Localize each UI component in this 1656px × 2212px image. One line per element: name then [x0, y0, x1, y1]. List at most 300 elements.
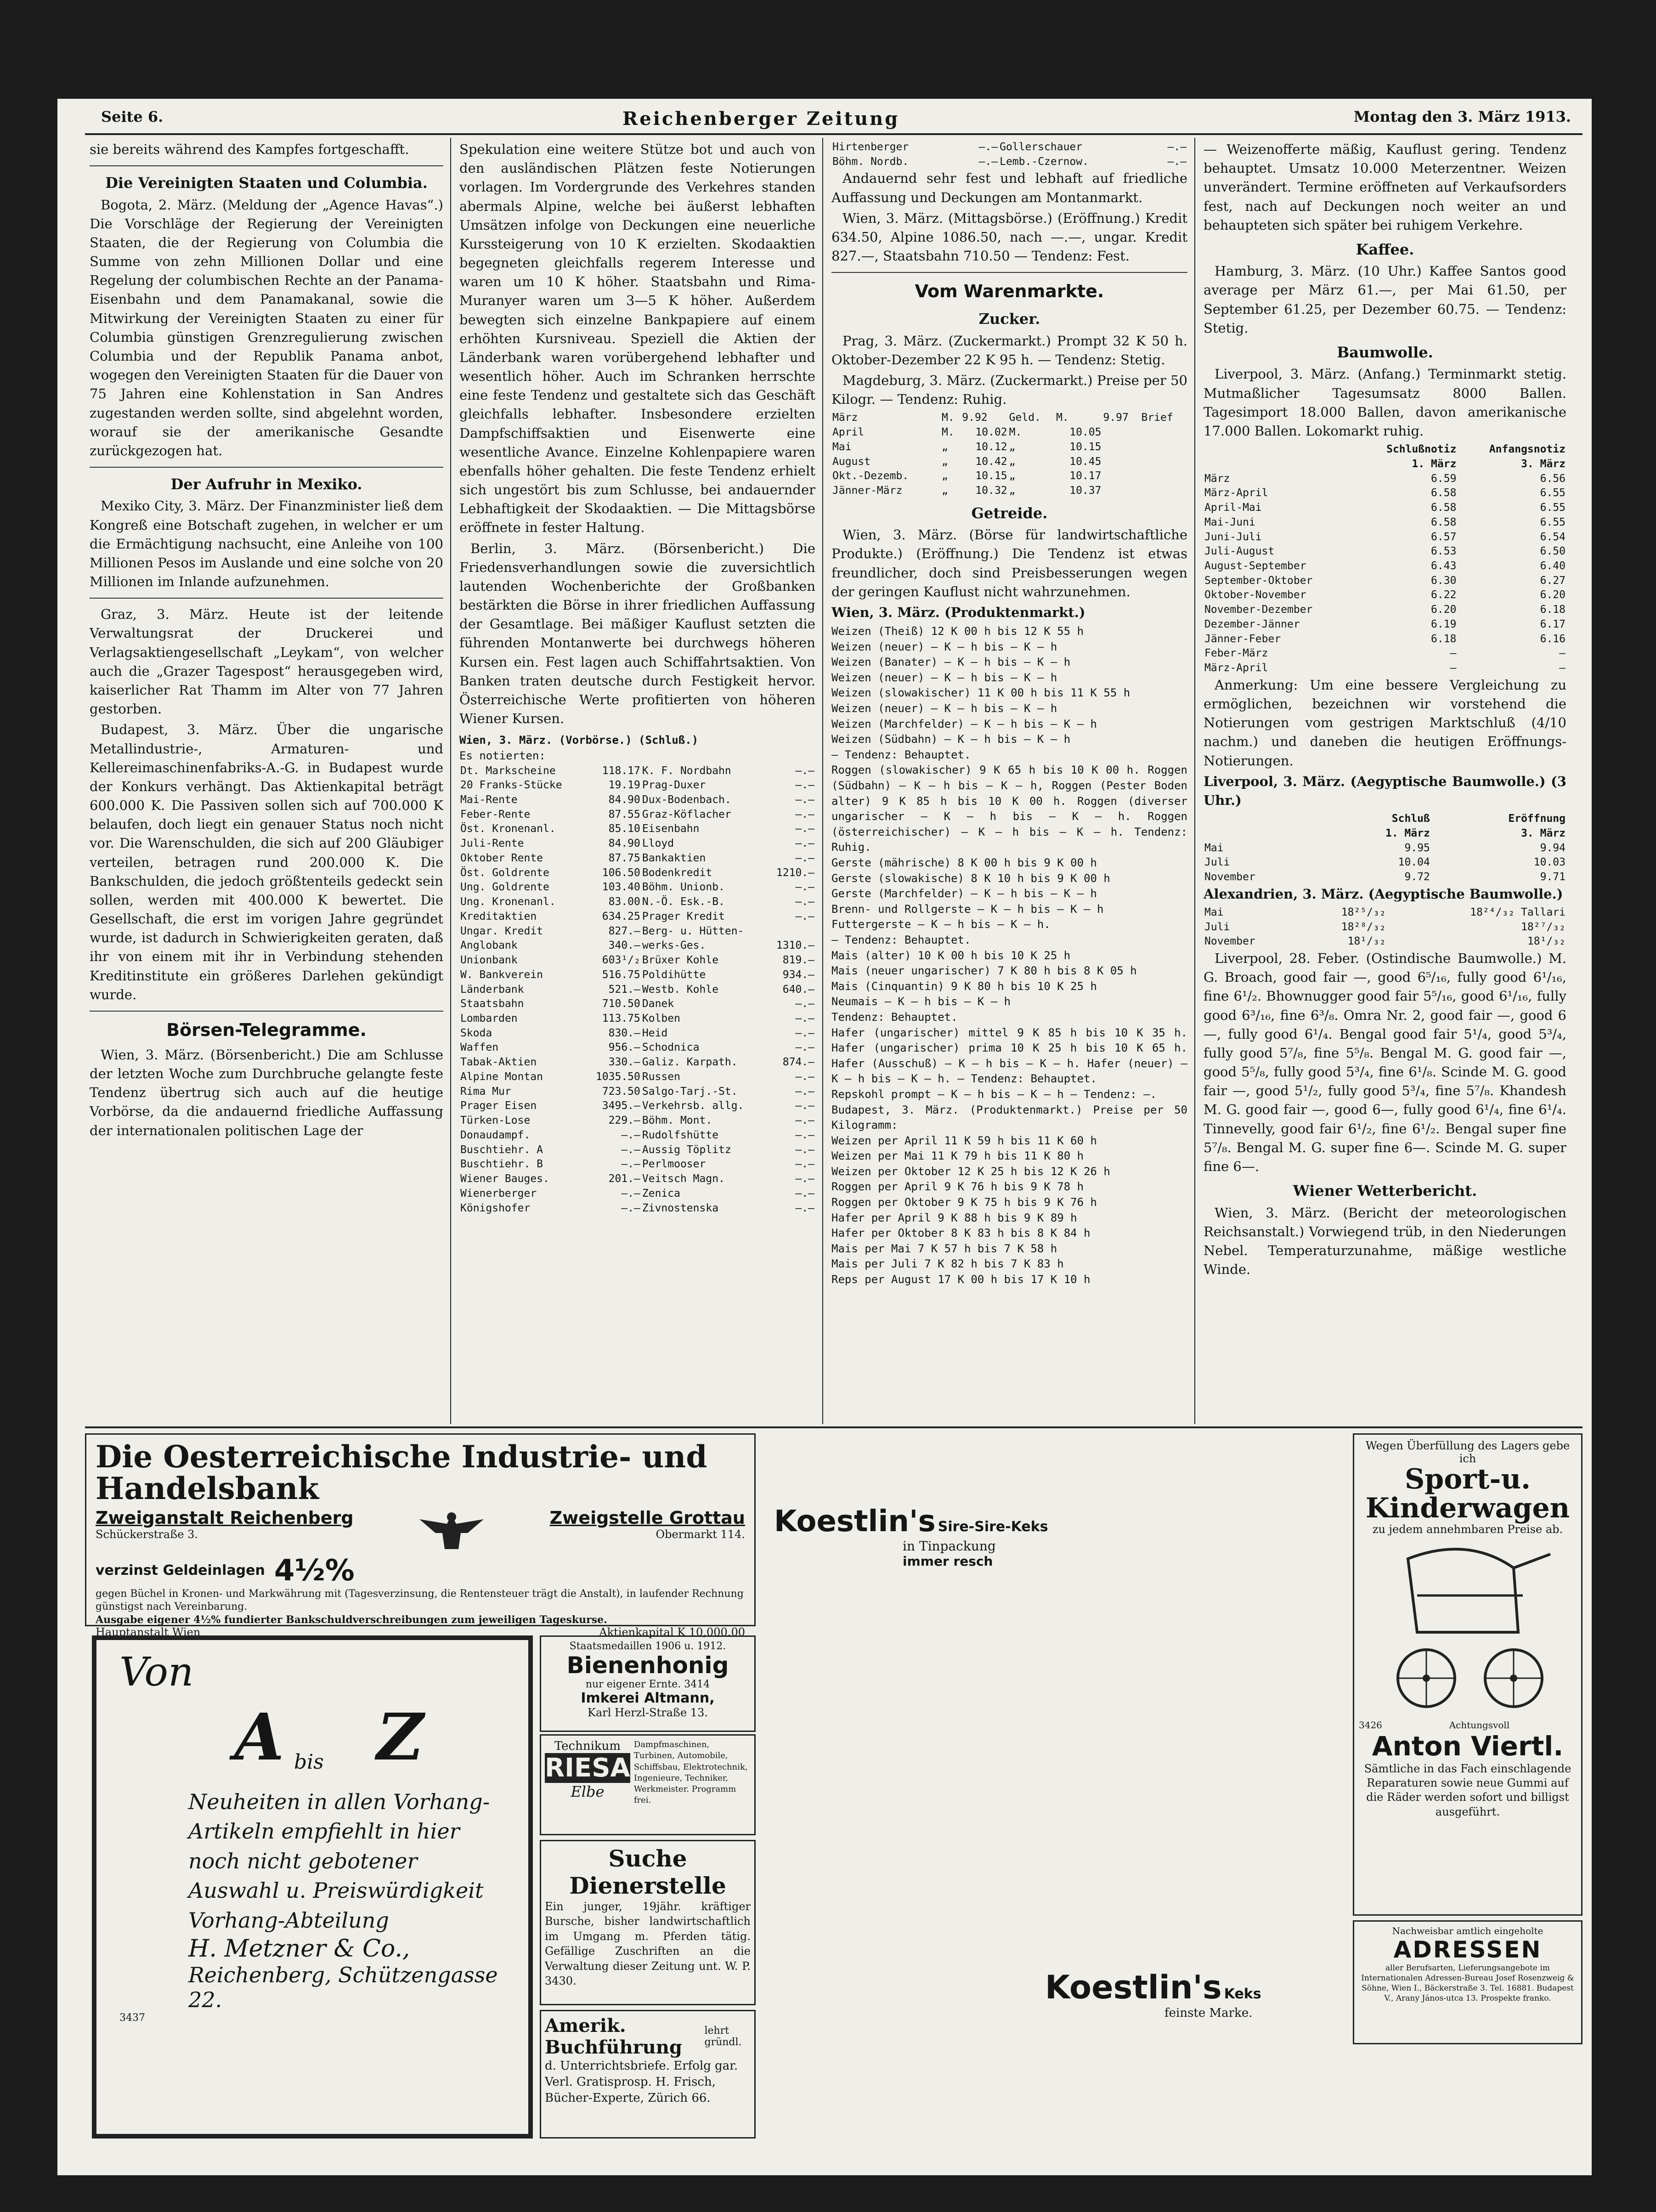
table-cell: 6.40 [1540, 560, 1566, 572]
article-text: Liverpool, 3. März. (Anfang.) Terminmarkt stetig. Mutmaßlicher Tagesumsatz 8000 Ballen. Tagesimport 18.000 Ballen, davon amerikanische 17.000 Ballen. Lokomarkt ruhig. [1204, 366, 1566, 439]
table-cell: —.— [795, 1041, 814, 1054]
table-cell: August-September [1204, 560, 1306, 572]
table-row [1204, 905, 1566, 920]
table-row [1204, 841, 1566, 856]
sugar-prices-table [831, 411, 1187, 498]
table-cell: 10.03 [1533, 856, 1566, 869]
table-cell: Brief [1141, 412, 1173, 424]
subsection-headline: Getreide. [971, 504, 1048, 522]
table-row [1204, 646, 1566, 661]
ad-text: Achtungsvoll [1449, 1720, 1510, 1731]
section-headline: Börsen-Telegramme. [166, 1019, 367, 1040]
newspaper-title: Reichenberger Zeitung [622, 108, 900, 130]
table-row [459, 939, 815, 953]
table-cell: Bankaktien [642, 852, 706, 864]
ad-text: Sämtliche in das Fach einschlagende Reparaturen sowie neue Gummi auf die Räder werden sofort und billigst ausgeführt. [1364, 1762, 1571, 1818]
table-cell: —.— [795, 837, 814, 850]
table-cell: 521.— [608, 983, 640, 996]
table-cell: Geld. [1009, 412, 1041, 424]
separator [831, 272, 1187, 273]
table-header-cell: 1. März [1385, 827, 1430, 839]
column-1 [90, 140, 443, 1142]
table-cell: —.— [795, 852, 814, 864]
table-header-row [1204, 457, 1566, 472]
separator [90, 1011, 443, 1012]
table-row [459, 764, 815, 779]
ads-rule [85, 1426, 1583, 1428]
table-cell: Türken-Lose [460, 1114, 531, 1127]
ad-text: aller Berufsarten, Lieferungsangebote im Internationalen Adressen-Bureau Josef Rosenzweig & Söhne, Wien I., Bäckerstraße 3. Tel. 16881. Budapest V., Arany János-utca 13. Prospekte franko. [1361, 1963, 1574, 2003]
table-cell: —.— [795, 896, 814, 908]
table-header-cell [1204, 442, 1357, 457]
article-text: Wien, 3. März. (Mittagsbörse.) (Eröffnung.) Kredit 634.50, Alpine 1086.50, nach —.—, ungar. Kredit 827.—, Staatsbahn 710.50 — Tendenz: Fest. [831, 210, 1187, 264]
table-cell: 6.43 [1431, 560, 1457, 572]
table-cell: Mai [1204, 842, 1224, 854]
table-cell: Wienerberger [460, 1187, 537, 1199]
article-headline: Der Aufruhr in Mexiko. [170, 475, 362, 493]
stock-quotes-continued [831, 140, 1187, 169]
article-text: Spekulation eine weitere Stütze bot und auch von den ausländischen Plätzen feste Notierungen vorlagen. Im Vordergrunde des Verkehres standen abermals Alpine, welche bei äußerst lebhaften Umsätzen infolge von Deckungen eine neuerliche Kurssteigerung von 10 K erzielten. Skodaaktien begegneten gleichfalls regerem Interesse und waren um 10 K höher. Staatsbahn und Rima-Muranyer waren um 3—5 K höher. Außerdem bewegten sich einzelne Bankpapiere auf einem erhöhten Kursniveau. Speziell die Aktien der Länderbank waren vorübergehend lebhafter und wesentlich höher. Auch im Schranken herrschte eine feste Tendenz und gestaltete sich das Geschäft gleichfalls lebhafter. Insbesondere erzielten Dampfschiffsaktien und Eisenwerte eine wesentliche Avance. Einzelne Kohlenpapiere waren ebenfalls höher gehalten. Die feste Tendenz erhielt sich ungestört bis zum Schlusse, bei andauernder Lebhaftigkeit der Skodaaktien. — Die Mittagsbörse eröffnete in fester Haltung. [459, 141, 815, 536]
list-item: Weizen (neuer) — K — h bis — K — h [831, 702, 1057, 715]
table-row [459, 778, 815, 793]
ad-number: 3414 [684, 1679, 710, 1690]
table-cell: —.— [795, 793, 814, 806]
table-row [459, 1055, 815, 1070]
subsection-headline: Kaffee. [1356, 240, 1414, 258]
list-item: — Tendenz: Behauptet. [831, 748, 971, 761]
table-cell: Alpine Montan [460, 1070, 543, 1083]
table-cell: Juni-Juli [1204, 531, 1262, 543]
list-item: Mais per Mai 7 K 57 h bis 7 K 58 h [831, 1242, 1057, 1255]
table-row [459, 1114, 815, 1128]
table-cell: Dux-Bodenbach. [642, 793, 731, 806]
table-cell: 6.20 [1431, 604, 1457, 616]
table-cell: 6.58 [1431, 516, 1457, 528]
table-row [1204, 661, 1566, 676]
ad-branch-address: Schückerstraße 3. [96, 1527, 198, 1541]
article-text: Anmerkung: Um eine bessere Vergleichung zu ermöglichen, bezeichnen wir vorstehend die Notierungen vom gestrigen Marktschluß (4/10 nachm.) und daneben die heutigen Eröffnungs-Notierungen. [1204, 677, 1566, 769]
table-cell: März-April [1204, 662, 1268, 674]
ad-address: Reichenberg, Schützengasse 22. [188, 1962, 498, 2012]
article-headline: Die Vereinigten Staaten und Columbia. [105, 174, 428, 192]
article-text: Wien, 3. März. (Börse für landwirtschaftliche Produkte.) (Eröffnung.) Die Tendenz ist etwas freundlicher, doch sind Preisbesserungen wegen der geringen Kauflust nicht wahrzunehmen. [831, 527, 1187, 600]
table-cell: —.— [795, 1027, 814, 1039]
article-text: Magdeburg, 3. März. (Zuckermarkt.) Preise per 50 Kilogr. — Tendenz: Ruhig. [831, 373, 1187, 407]
table-cell: November [1204, 871, 1255, 883]
list-item: Mais (Cinquantin) 9 K 80 h bis 10 K 25 h [831, 979, 1097, 993]
table-cell: Dt. Markscheine [460, 764, 556, 777]
article-text: Graz, 3. März. Heute ist der leitende Verwaltungsrat der Druckerei und Verlagsaktiengesellschaft „Leykam“, von welcher auch die „Grazer Tagespost“ herausgegeben wird, kaiserlicher Rat Thamm im Alter von 77 Jahren gestorben. [90, 606, 443, 717]
table-row [459, 866, 815, 881]
table-cell: Ung. Goldrente [460, 881, 549, 894]
table-cell: —.— [795, 808, 814, 820]
ad-title: ADRESSEN [1393, 1936, 1542, 1963]
table-row [1204, 472, 1566, 487]
list-item: Weizen (neuer) — K — h bis — K — h [831, 671, 1057, 684]
table-cell: —.— [1167, 155, 1187, 168]
table-cell: Aussig Töplitz [642, 1143, 731, 1156]
table-cell: Buschtiehr. B [460, 1158, 543, 1171]
column-divider-1 [450, 138, 451, 1424]
ad-name: Anton Viertl. [1372, 1731, 1564, 1762]
table-cell: 6.57 [1431, 531, 1457, 543]
list-item: Hafer per April 9 K 88 h bis 9 K 89 h [831, 1211, 1077, 1224]
table-cell: Zivnostenska [642, 1202, 719, 1214]
table-cell: —.— [795, 764, 814, 777]
table-row [1204, 544, 1566, 559]
table-header-cell: 1. März [1412, 458, 1457, 470]
table-cell: Böhm. Unionb. [642, 881, 725, 894]
table-row [459, 1201, 815, 1216]
header-rule [85, 133, 1583, 135]
table-cell: Prager Kredit [642, 910, 725, 922]
table-cell: Lombarden [460, 1013, 518, 1024]
table-cell: —.— [795, 1070, 814, 1083]
list-item: — Tendenz: Behauptet. [831, 933, 971, 946]
ad-text: Nachweisbar amtlich eingeholte [1392, 1925, 1543, 1936]
article-text: Budapest, 3. März. Über die ungarische Metallindustrie-, Armaturen- und Kellereimaschinenfabriks-A.-G. in Budapest wurde der Konkurs verhängt. Das Aktienkapital beträgt 600.000 K. Die Passiven sollen sich auf 700.000 K belaufen, doch liegt ein genauer Status noch nicht vor. Die Warenschulden, die sich auf 200 Gläubiger verteilen, betragen rund 200.000 K. Die Bankschulden, die jedoch größtenteils gedeckt sein sollen, werden mit 400.000 K bewertet. Die Gesellschaft, die erst im vorigen Jahre gegründet wurde, ist dadurch in Schwierigkeiten geraten, daß ihr von einem mit ihr in Verbindung stehenden Kreditinstitute ein größeres Darlehen gekündigt wurde. [90, 722, 443, 1002]
table-cell: Staatsbahn [460, 998, 524, 1010]
ad-text: lehrt gründl. [704, 2025, 742, 2048]
table-cell: —.— [795, 1013, 814, 1024]
ad-text: in Tinpackung [903, 1539, 996, 1554]
table-header-cell [1204, 812, 1324, 826]
table-cell: 9.94 [1540, 842, 1566, 854]
separator [90, 165, 443, 166]
article-text: — Weizenofferte mäßig, Kauflust gering. Tendenz behauptet. Umsatz 10.000 Meterzentner. Weizen unverändert. Termine eröffneten auf Verkaufsorders fest, nach auf Deckungen noch weiter an und behaupteten sich später bei ruhigem Verkehre. [1204, 141, 1566, 233]
article-text: Berlin, 3. März. (Börsenbericht.) Die Friedensverhandlungen sowie die zuversichtlich lautenden Wochenberichte der Großbanken bestärkten die Börse in ihrer friedlichen Auffassung der Gesamtlage. Bei mäßiger Kauflust setzten die führenden Montanwerte bei durchwegs höheren Kursen ein. Fest lagen auch Schiffahrtsaktien. Von Banken traten deutsche durch Festigkeit hervor. Österreichische Werte profitierten von höheren Wiener Kursen. [459, 540, 815, 727]
table-row [459, 1012, 815, 1026]
table-cell: Schodnica [642, 1041, 700, 1054]
table-cell: 10.15 [1069, 441, 1102, 453]
ad-text: immer resch [903, 1554, 993, 1569]
table-cell: 6.16 [1540, 633, 1566, 645]
table-cell: 18²⁸/₃₂ [1341, 921, 1386, 933]
list-item: Mais (alter) 10 K 00 h bis 10 K 25 h [831, 949, 1071, 962]
table-cell: 6.55 [1540, 487, 1566, 499]
table-row [1204, 486, 1566, 501]
article-text: Bogota, 2. März. (Meldung der „Agence Havas“.) Die Vorschläge der Regierung der Vereinigten Staaten, die der Regierung von Columbia die Summe von zehn Millionen Dollar und eine Regelung der columbischen Rechte an der Panama-Eisenbahn und dem Panamakanal, sowie die Mitwirkung der Vereinigten Staaten zu einer für Columbia günstigen Grenzregulierung zwischen Columbia und der Republik Panama anbot, wogegen den Vereinigten Staaten für die Dauer von 75 Jahren eine Kohlenstation in San Andres zugestanden werden sollte, sind abgelehnt worden, worauf sie der amerikanische Gesandte zurückgezogen hat. [90, 197, 443, 458]
list-item: Gerste (Marchfelder) — K — h bis — K — h [831, 887, 1097, 900]
newspaper-page [57, 99, 1592, 2175]
bank-advertisement [85, 1433, 756, 1639]
list-item: Roggen per April 9 K 76 h bis 9 K 78 h [831, 1180, 1084, 1194]
table-row [459, 895, 815, 910]
table-cell: —.— [795, 1202, 814, 1214]
table-row [1204, 501, 1566, 515]
table-cell: 10.17 [1069, 470, 1102, 482]
table-row [459, 968, 815, 983]
table-header-cell [1204, 826, 1324, 841]
table-cell: 6.18 [1431, 633, 1457, 645]
table-cell: 516.75 [602, 968, 640, 981]
table-cell: Veitsch Magn. [642, 1173, 725, 1185]
table-row [1204, 530, 1566, 545]
table-cell: 6.59 [1431, 472, 1457, 485]
table-cell: 6.27 [1540, 574, 1566, 587]
table-row [1204, 574, 1566, 588]
table-cell: Verkehrsb. allg. [642, 1100, 744, 1112]
column-divider-3 [1194, 138, 1195, 1424]
table-cell: 113.75 [602, 1013, 640, 1024]
koestlin-advertisement-2 [1045, 1969, 1367, 2020]
table-header-row [1204, 826, 1566, 841]
table-cell: Waffen [460, 1041, 499, 1054]
table-cell: 603¹/₂ [602, 954, 640, 967]
table-row [1204, 603, 1566, 617]
table-cell: 6.20 [1540, 589, 1566, 601]
table-cell: 874.— [782, 1056, 814, 1069]
list-item: Gerste (slowakische) 8 K 10 h bis 9 K 00 h [831, 871, 1110, 885]
table-cell: 18²⁵/₃₂ [1341, 906, 1386, 918]
diener-advertisement [540, 1840, 756, 2005]
table-cell: 201.— [608, 1173, 640, 1185]
ad-bis: bis [294, 1750, 324, 1774]
article-text: Wien, 3. März. (Produktenmarkt.) [831, 604, 1085, 620]
table-cell: werks-Ges. [642, 939, 706, 952]
ad-title: Koestlin's [1045, 1969, 1222, 2006]
table-cell: —.— [795, 1173, 814, 1185]
table-row [459, 1026, 815, 1041]
ad-branch-address: Obermarkt 114. [656, 1527, 745, 1541]
table-row [459, 851, 815, 866]
list-item: Hafer (ungarischer) mittel 9 K 85 h bis 10 K 35 h. Hafer (ungarischer) prima 10 K 25 h bis 10 K 65 h. Hafer (Ausschuß) — K — h bis — K — h. Hafer (neuer) — K — h bis — K — h. — Tendenz: Behauptet. [831, 1026, 1187, 1086]
ad-text: zu jedem annehmbaren Preise ab. [1372, 1523, 1563, 1536]
ad-text: d. Unterrichtsbriefe. Erfolg gar. Verl. Gratisprosp. H. Frisch, Bücher-Experte, Zürich 66. [545, 2059, 738, 2105]
ad-text: Wegen Überfüllung des Lagers gebe ich [1365, 1439, 1570, 1465]
table-cell: 106.50 [602, 866, 640, 879]
table-row [459, 793, 815, 808]
table-cell: Galiz. Karpath. [642, 1056, 738, 1069]
table-cell: —.— [978, 141, 998, 153]
ad-text: Neuheiten in allen Vorhang-Artikeln empfiehlt in hier noch nicht gebotener Auswahl u. Preiswürdigkeit Vorhang-Abteilung [188, 1789, 490, 1933]
article-text: Liverpool, 28. Feber. (Ostindische Baumwolle.) M. G. Broach, good fair —, good 6⁵/₁₆, fully good 6¹/₁₆, fine 6¹/₂. Bhownugger good fair 5⁵/₁₆, good 6¹/₁₆, fully good 6³/₁₆, fine 6³/₈. Omra Nr. 2, good fair —, good 6—, fully good 6¹/₄. Bengal good fair 5¹/₄, good 5³/₄, fully good 5⁷/₈, fine 5⁵/₈. Bengal M. G. good fair —, good 5⁵/₈, fully good 5³/₄, fine 6¹/₈. Scinde M. G. good fair —, good 5¹/₂, fully good 5³/₄, fine 5⁷/₈. Khandesh M. G. good fair —, good 6—, fully good 6¹/₄, fine 6¹/₄. Tinnevelly, good fair 6¹/₂, fine 6¹/₂. Bengal super fine 5⁷/₈. Bengal M. G. super fine 6—. Scinde M. G. super fine 6—. [1204, 950, 1566, 1174]
table-cell: „ [1009, 470, 1016, 482]
ad-title: Die Oesterreichische Industrie- und Handelsbank [96, 1439, 707, 1507]
table-cell: März [1204, 472, 1230, 485]
table-cell: August [832, 455, 871, 468]
table-row [831, 469, 1187, 484]
table-cell: 830.— [608, 1027, 640, 1039]
table-cell: „ [1009, 485, 1016, 497]
koestlin-advertisement-1 [774, 1505, 1187, 1569]
table-header-cell: 3. März [1521, 827, 1566, 839]
table-cell: 10.12 [975, 441, 1007, 453]
table-cell: Zenica [642, 1187, 680, 1199]
table-cell: 10.45 [1069, 455, 1102, 468]
ad-letter-a: A [234, 1700, 284, 1775]
list-item: Mais (neuer ungarischer) 7 K 80 h bis 8 K 05 h [831, 964, 1137, 978]
list-item: Brenn- und Rollgerste — K — h bis — K — h [831, 902, 1104, 916]
ad-text: nur eigener Ernte. [585, 1679, 681, 1690]
table-cell: Dezember-Jänner [1204, 618, 1300, 630]
table-cell: 6.18 [1540, 604, 1566, 616]
table-cell: April-Mai [1204, 502, 1262, 514]
ad-text: Hauptanstalt Wien [96, 1625, 201, 1639]
ad-subtitle: Sire-Sire-Keks [938, 1519, 1048, 1535]
table-cell: 710.50 [602, 998, 640, 1010]
table-row [459, 808, 815, 822]
table-cell: 634.25 [602, 910, 640, 922]
list-item: Repskohl prompt — K — h bis — K — h — Tendenz: —. [831, 1087, 1157, 1101]
table-cell: 6.54 [1540, 531, 1566, 543]
table-subheading: Es notierten: [459, 749, 546, 762]
table-cell: 934.— [782, 968, 814, 981]
table-cell: Kreditaktien [460, 910, 537, 922]
table-cell [767, 924, 815, 939]
table-cell: 9.92 [962, 412, 988, 424]
table-cell: 6.58 [1431, 487, 1457, 499]
table-cell: 84.90 [608, 837, 640, 850]
table-cell: Mai [832, 441, 852, 453]
table-row [831, 425, 1187, 440]
ad-text: Ausgabe eigener 4½% fundierter Bankschuldverschreibungen zum jeweiligen Tageskurse. [96, 1613, 607, 1626]
stock-quotes-table [459, 764, 815, 1216]
table-row [831, 484, 1187, 498]
ad-letter-z: Z [377, 1700, 424, 1775]
table-row [459, 837, 815, 851]
table-cell: —.— [795, 779, 814, 792]
table-row [1204, 870, 1566, 885]
honey-advertisement [540, 1635, 756, 1732]
list-item: Budapest, 3. März. (Produktenmarkt.) Preise per 50 Kilogramm: [831, 1103, 1187, 1132]
table-cell: 1310.— [776, 939, 814, 952]
table-cell: Rima Mur [460, 1085, 511, 1098]
article-text: Prag, 3. März. (Zuckermarkt.) Prompt 32 K 50 h. Oktober-Dezember 22 K 95 h. — Tendenz: Stetig. [831, 333, 1187, 368]
table-cell: Danek [642, 998, 674, 1010]
ad-title: Koestlin's [774, 1505, 936, 1539]
table-cell: — [1450, 662, 1457, 674]
table-row [459, 983, 815, 997]
section-headline: Vom Warenmarkte. [915, 281, 1104, 302]
article-text: Liverpool, 3. März. (Aegyptische Baumwolle.) (3 Uhr.) [1204, 773, 1566, 808]
ad-von: Von [119, 1649, 194, 1695]
table-cell: Böhm. Mont. [642, 1114, 712, 1127]
table-cell: 10.42 [975, 455, 1007, 468]
table-cell: 819.— [782, 954, 814, 967]
ad-branch: Zweigstelle Grottau [549, 1507, 745, 1528]
table-cell: Donaudampf. [460, 1129, 531, 1141]
table-cell: Rudolfshütte [642, 1129, 719, 1141]
table-cell: 6.30 [1431, 574, 1457, 587]
table-cell: Jänner-März [832, 485, 903, 497]
table-cell: 19.19 [608, 779, 640, 792]
table-cell: 6.55 [1540, 502, 1566, 514]
table-cell: Königshofer [460, 1202, 531, 1214]
table-cell: Okt.-Dezemb. [832, 470, 909, 482]
table-cell: — [1450, 647, 1457, 660]
article-text: Wien, 3. März. (Bericht der meteorologischen Reichsanstalt.) Vorwiegend trüb, in den Niederungen Nebel. Temperaturzunahme, mäßige westliche Winde. [1204, 1205, 1566, 1278]
issue-date: Montag den 3. März 1913. [1353, 108, 1571, 125]
table-cell: —.— [978, 155, 998, 168]
table-cell: Heid [642, 1027, 668, 1039]
ad-branch: Zweiganstalt Reichenberg [96, 1507, 354, 1528]
table-cell: —.— [795, 823, 814, 835]
table-row [459, 1085, 815, 1099]
table-cell: Perlmooser [642, 1158, 706, 1171]
table-row [1204, 588, 1566, 603]
ad-text: Staatsmedaillen 1906 u. 1912. [569, 1641, 726, 1652]
table-cell: 6.55 [1540, 516, 1566, 528]
table-row [1204, 920, 1566, 935]
table-header-row [1204, 442, 1566, 457]
table-cell: M. [941, 412, 955, 424]
table-cell: Öst. Goldrente [460, 866, 549, 879]
table-cell: Öst. Kronenanl. [460, 823, 556, 835]
table-cell: Juli-Rente [460, 837, 524, 850]
table-cell: —.— [795, 1085, 814, 1098]
list-item: Weizen (slowakischer) 11 K 00 h bis 11 K 55 h [831, 686, 1130, 700]
table-cell: „ [941, 455, 948, 468]
table-cell: 1035.50 [595, 1070, 640, 1083]
ad-title: Bienenhonig [566, 1652, 729, 1679]
table-cell: 84.90 [608, 793, 640, 806]
table-cell: Graz-Köflacher [642, 808, 731, 820]
table-cell: —.— [795, 998, 814, 1010]
table-cell: —.— [621, 1158, 640, 1171]
list-item: Roggen (slowakischer) 9 K 65 h bis 10 K 00 h. Roggen (Südbahn) — K — h bis — K — h, Roggen (Pester Boden alter) 9 K 85 h bis 10 K 00 h. Roggen (diverser ungarischer — K — h bis — K — h. Roggen (österreichischer) — K — h bis — K — h. Tendenz: Ruhig. [831, 764, 1187, 854]
column-2 [459, 140, 815, 1216]
table-row [1204, 515, 1566, 530]
table-cell: 83.00 [608, 896, 640, 908]
table-cell: Anglobank [460, 939, 518, 952]
table-cell: 85.10 [608, 823, 640, 835]
table-cell: Tabak-Aktien [460, 1056, 537, 1069]
ad-title: Sport-u. Kinderwagen [1365, 1463, 1570, 1524]
table-cell: 6.17 [1540, 618, 1566, 630]
table-cell: 9.71 [1540, 871, 1566, 883]
subsection-headline: Zucker. [978, 310, 1040, 328]
table-header-cell [1204, 457, 1357, 472]
table-cell: 6.50 [1540, 545, 1566, 558]
eagle-emblem-icon [417, 1508, 486, 1554]
table-row [459, 880, 815, 895]
continuation-text: sie bereits während des Kampfes fortgeschafft. [90, 141, 409, 157]
table-cell: Ungar. Kredit [460, 925, 543, 937]
ad-number: 3437 [119, 2012, 145, 2024]
ad-text: Elbe [571, 1783, 605, 1800]
table-cell: Hirtenberger [832, 141, 909, 153]
table-cell: —.— [1167, 141, 1187, 153]
table-cell: 10.02 [975, 426, 1007, 439]
list-item: Reps per August 17 K 00 h bis 17 K 10 h [831, 1273, 1091, 1286]
separator [90, 467, 443, 468]
table-row [459, 1041, 815, 1055]
table-cell: Poldihütte [642, 968, 706, 981]
ad-text: Aktienkapital K 10,000.00 [599, 1625, 745, 1639]
list-item: Weizen (neuer) — K — h bis — K — h [831, 640, 1057, 653]
table-row [831, 440, 1187, 455]
table-row [459, 822, 815, 837]
table-cell: „ [941, 485, 948, 497]
list-item: Weizen per April 11 K 59 h bis 11 K 60 h [831, 1134, 1097, 1147]
table-cell: „ [1009, 441, 1016, 453]
table-cell: Oktober Rente [460, 852, 543, 864]
ad-title: RIESA [545, 1753, 630, 1783]
table-cell: —.— [795, 1100, 814, 1112]
table-cell: Lemb.-Czernow. [1000, 155, 1089, 168]
table-cell: 1210.— [776, 866, 814, 879]
article-text: Hamburg, 3. März. (10 Uhr.) Kaffee Santos good average per März 61.—, per Mai 61.50, per September 61.25, per Dezember 60.75. — Tendenz: Stetig. [1204, 263, 1566, 336]
table-cell: Böhm. Nordb. [832, 155, 909, 168]
subsection-headline: Wiener Wetterbericht. [1293, 1182, 1477, 1200]
table-cell: 229.— [608, 1114, 640, 1127]
table-cell: —.— [621, 1202, 640, 1214]
baby-carriage-icon [1376, 1540, 1560, 1715]
table-cell: Juli [1204, 921, 1230, 933]
table-cell: —.— [621, 1143, 640, 1156]
table-cell: April [832, 426, 865, 439]
